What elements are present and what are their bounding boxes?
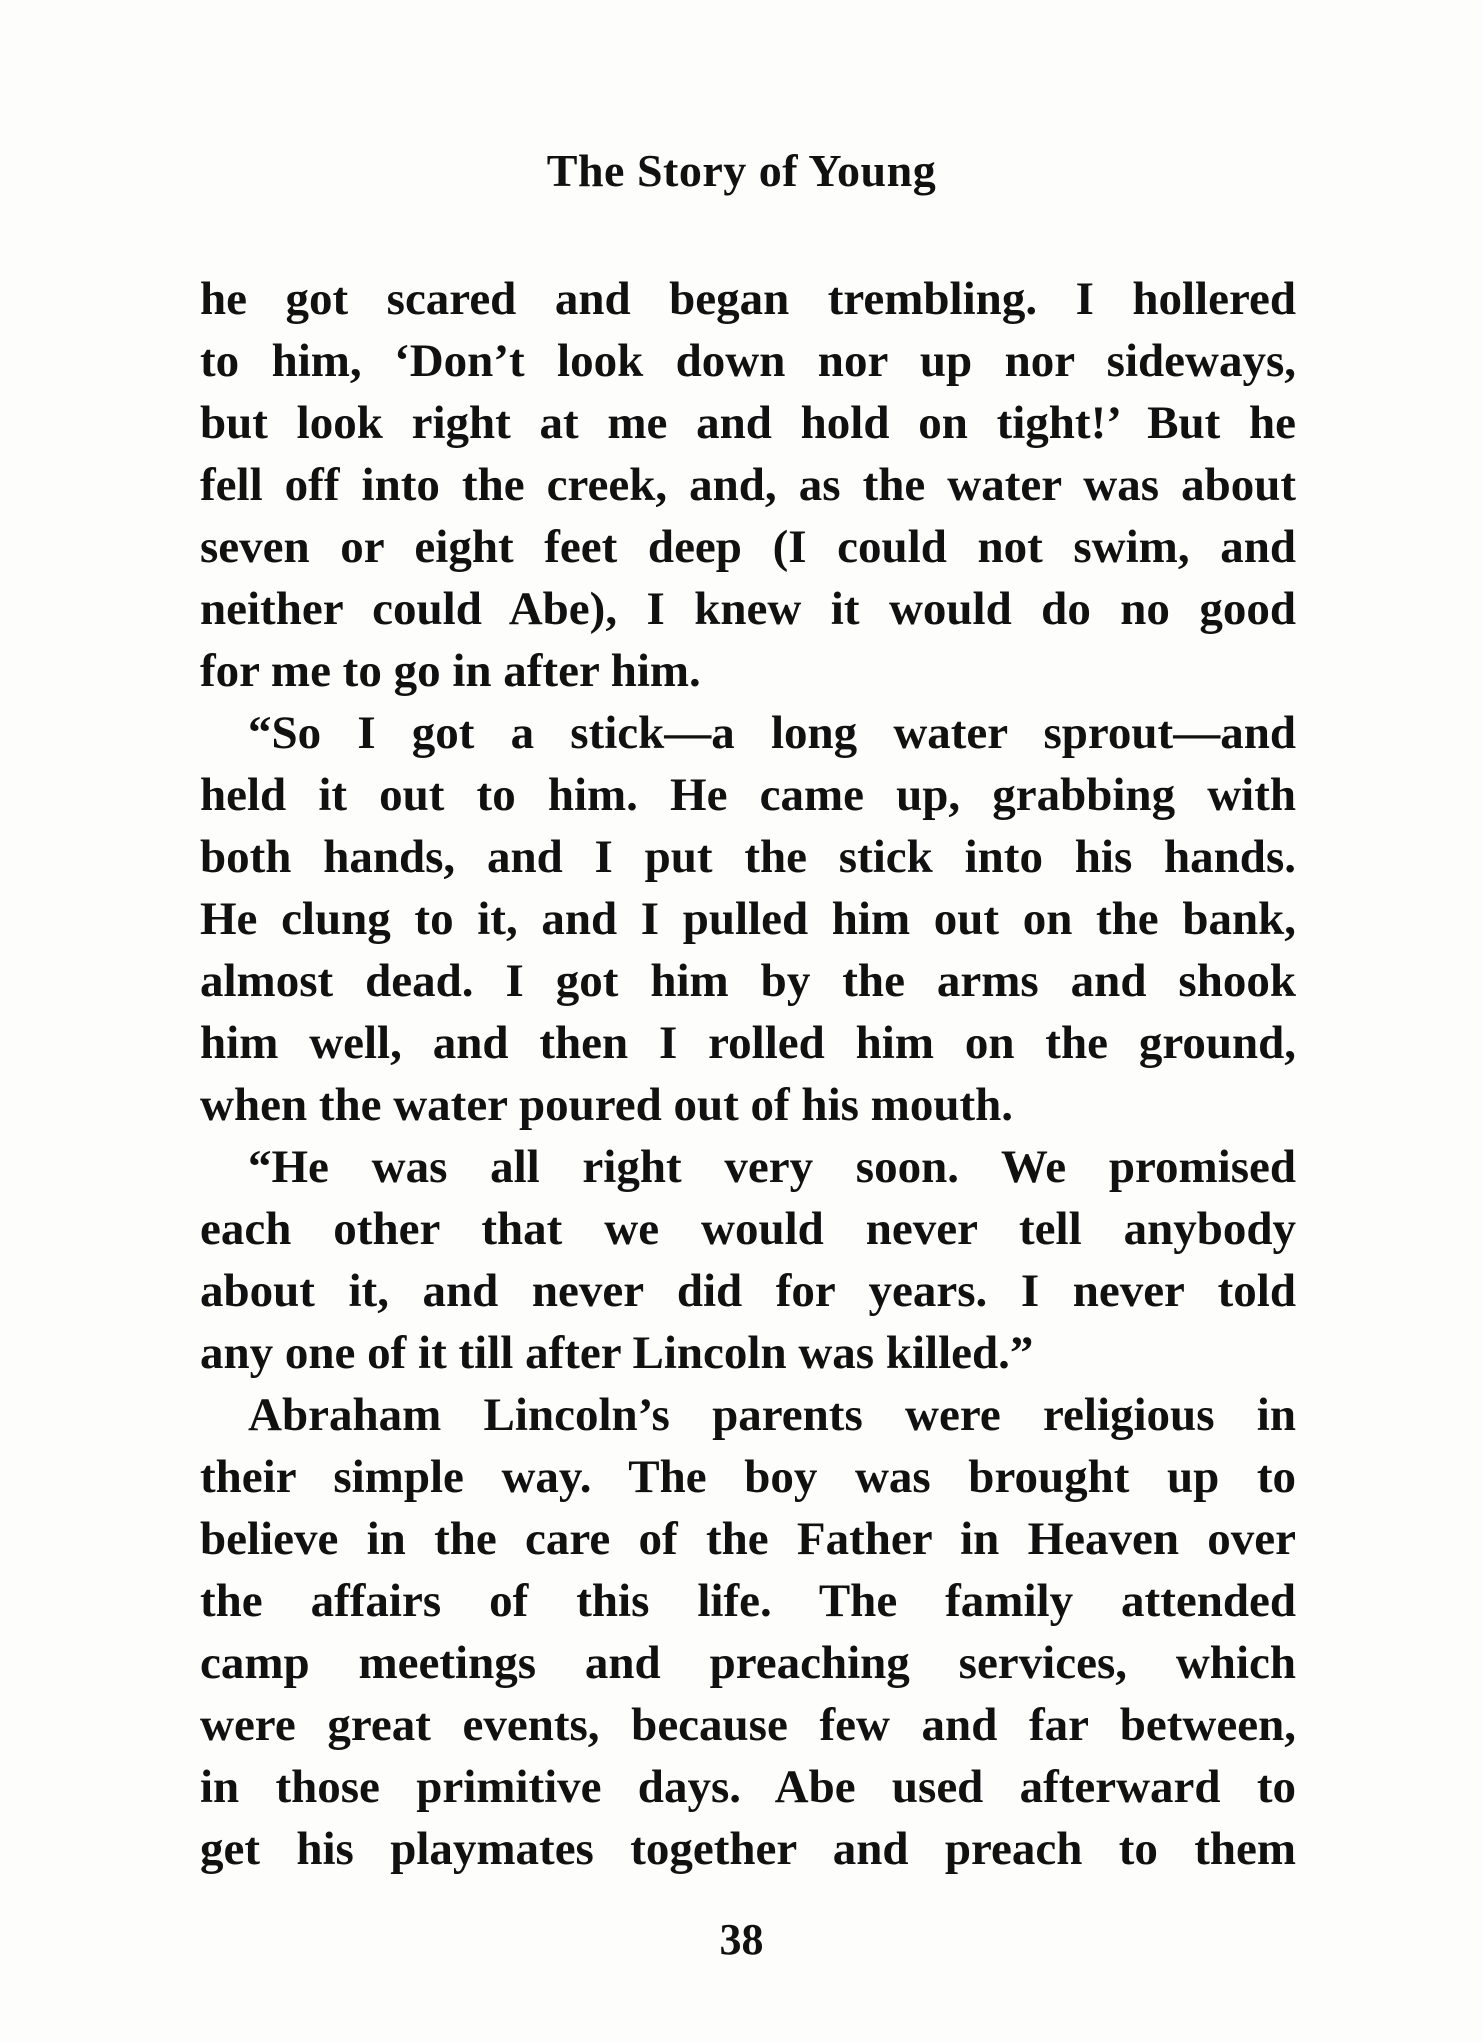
text-line: seven or eight feet deep (I could not swim, and <box>200 521 1296 573</box>
text-line: held it out to him. He came up, grabbing with <box>200 769 1296 821</box>
text-line: were great events, because few and far between, <box>200 1699 1296 1751</box>
running-head: The Story of Young <box>546 145 937 196</box>
text-line: He clung to it, and I pulled him out on the bank, <box>200 893 1296 945</box>
text-line: fell off into the creek, and, as the water was about <box>200 459 1296 511</box>
text-line: the affairs of this life. The family attended <box>200 1575 1296 1627</box>
text-line: each other that we would never tell anybody <box>200 1203 1296 1255</box>
text-line: both hands, and I put the stick into his hands. <box>200 831 1296 883</box>
body-text <box>200 268 1296 1880</box>
text-line: almost dead. I got him by the arms and shook <box>200 955 1296 1007</box>
text-line: in those primitive days. Abe used afterward to <box>200 1761 1296 1813</box>
text-line: he got scared and began trembling. I hollered <box>200 273 1296 325</box>
text-line: their simple way. The boy was brought up to <box>200 1451 1296 1503</box>
text-line: “So I got a stick—a long water sprout—and <box>248 707 1296 759</box>
text-line: Abraham Lincoln’s parents were religious in <box>248 1389 1296 1441</box>
text-line: about it, and never did for years. I never told <box>200 1265 1296 1317</box>
text-line: but look right at me and hold on tight!’ But he <box>200 397 1296 449</box>
text-line: get his playmates together and preach to them <box>200 1823 1296 1875</box>
text-line: for me to go in after him. <box>200 645 701 697</box>
text-line: “He was all right very soon. We promised <box>248 1141 1296 1193</box>
text-line: to him, ‘Don’t look down nor up nor sideways, <box>200 335 1296 387</box>
text-line: him well, and then I rolled him on the ground, <box>200 1017 1296 1069</box>
text-line: neither could Abe), I knew it would do no good <box>200 583 1296 635</box>
text-line: believe in the care of the Father in Heaven over <box>200 1513 1296 1565</box>
text-line: any one of it till after Lincoln was killed.” <box>200 1327 1034 1379</box>
text-line: when the water poured out of his mouth. <box>200 1079 1013 1131</box>
page-number: 38 <box>719 1915 764 1964</box>
text-line: camp meetings and preaching services, which <box>200 1637 1296 1689</box>
